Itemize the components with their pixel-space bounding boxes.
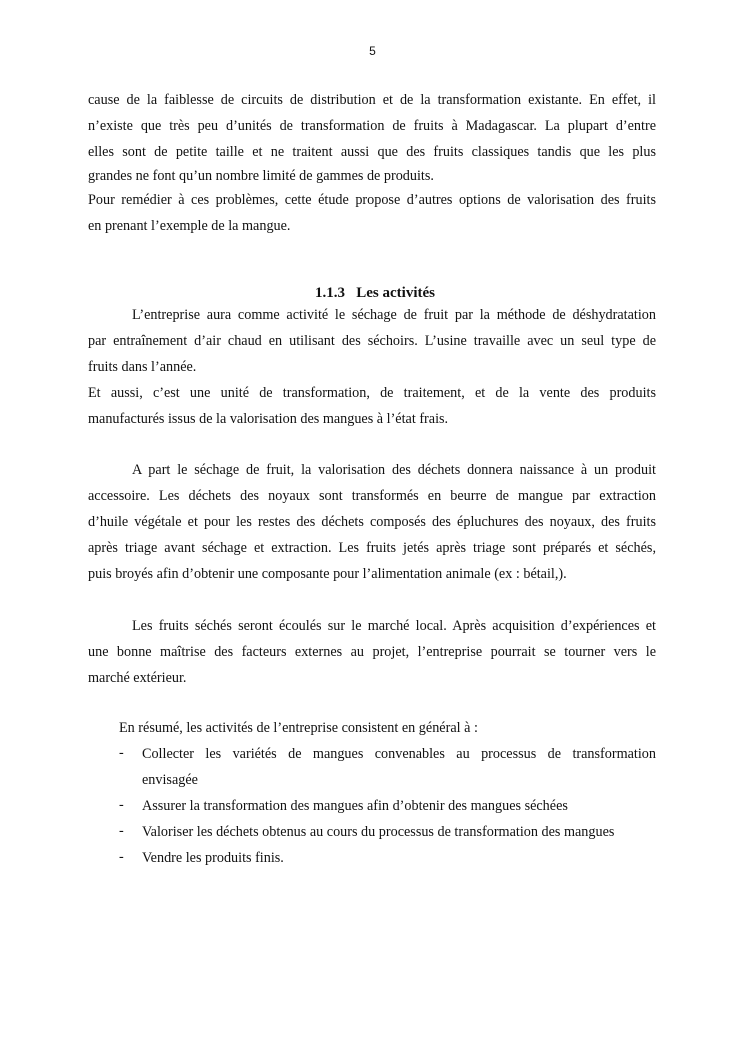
bullet-item-continuation: envisagée — [142, 772, 198, 788]
paragraph-line: accessoire. Les déchets des noyaux sont transformés en beurre de mangue par extraction — [88, 488, 656, 504]
bullet-item: Collecter les variétés de mangues convenables au processus de transformation — [142, 746, 656, 762]
paragraph-line: Et aussi, c’est une unité de transformation, de traitement, et de la vente des produits — [88, 385, 656, 401]
paragraph-line: puis broyés afin d’obtenir une composante pour l’alimentation animale (ex : bétail,). — [88, 566, 567, 582]
paragraph-line: manufacturés issus de la valorisation des mangues à l’état frais. — [88, 411, 449, 427]
bullet-item: Valoriser les déchets obtenus au cours du processus de transformation des mangues — [142, 824, 615, 840]
bullet-item: Assurer la transformation des mangues afin d’obtenir des mangues séchées — [142, 798, 568, 814]
paragraph-line: n’existe que très peu d’unités de transformation de fruits à Madagascar. La plupart d’entre — [88, 118, 656, 134]
bullet-marker: - — [119, 849, 124, 865]
paragraph-line: d’huile végétale et pour les restes des déchets composés des épluchures des noyaux, des fruits — [88, 514, 656, 530]
paragraph-line: grandes ne font qu’un nombre limité de gammes de produits. — [88, 168, 434, 184]
bullet-item: Vendre les produits finis. — [142, 850, 284, 866]
bullet-marker: - — [119, 745, 124, 761]
page-number: 5 — [369, 44, 376, 58]
bullet-marker: - — [119, 797, 124, 813]
paragraph-line: Les fruits séchés seront écoulés sur le marché local. Après acquisition d’expériences et — [132, 618, 656, 634]
paragraph-line: une bonne maîtrise des facteurs externes au projet, l’entreprise pourrait se tourner vers le — [88, 644, 656, 660]
section-heading: 1.1.3 Les activités — [315, 285, 435, 301]
paragraph-line: en prenant l’exemple de la mangue. — [88, 218, 291, 234]
paragraph-line: marché extérieur. — [88, 670, 187, 686]
paragraph-line: elles sont de petite taille et ne traitent aussi que des fruits classiques tandis que les plus — [88, 144, 656, 160]
paragraph-line: cause de la faiblesse de circuits de distribution et de la transformation existante. En effet, il — [88, 92, 656, 108]
paragraph-line: A part le séchage de fruit, la valorisation des déchets donnera naissance à un produit — [132, 462, 656, 478]
paragraph-line: L’entreprise aura comme activité le séchage de fruit par la méthode de déshydratation — [132, 307, 656, 323]
summary-intro: En résumé, les activités de l’entreprise consistent en général à : — [119, 720, 478, 736]
paragraph-line: Pour remédier à ces problèmes, cette étude propose d’autres options de valorisation des fruits — [88, 192, 656, 208]
paragraph-line: après triage avant séchage et extraction. Les fruits jetés après triage sont préparés et séchés, — [88, 540, 656, 556]
bullet-marker: - — [119, 823, 124, 839]
paragraph-line: par entraînement d’air chaud en utilisant des séchoirs. L’usine travaille avec un seul type de — [88, 333, 656, 349]
paragraph-line: fruits dans l’année. — [88, 359, 197, 375]
